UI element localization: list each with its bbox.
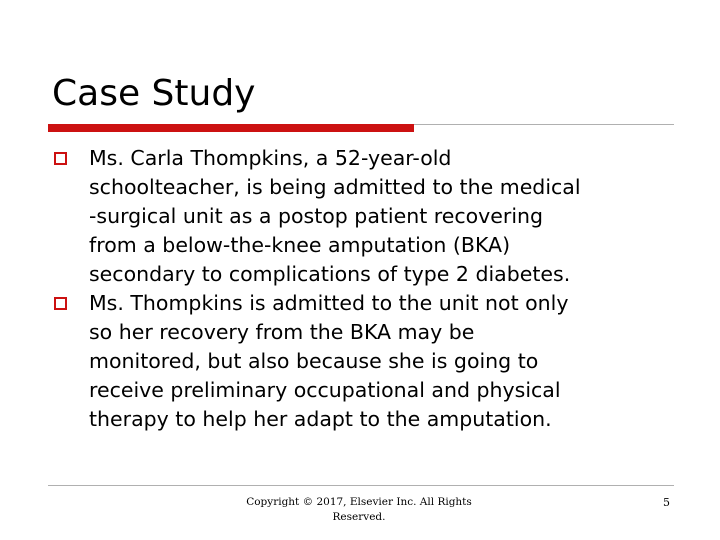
bullet-item — [52, 144, 682, 289]
bullet-text-line: receive preliminary occupational and physical — [89, 378, 561, 402]
bullet-text-line: so her recovery from the BKA may be — [89, 320, 475, 344]
copyright-line: Reserved. — [332, 511, 386, 523]
bullet-text-line: therapy to help her adapt to the amputation. — [89, 407, 552, 431]
bullet-text-line: secondary to complications of type 2 diabetes. — [89, 262, 571, 286]
slide-title: Case Study — [52, 73, 256, 114]
square-bullet-icon — [54, 297, 67, 310]
copyright-line: Copyright © 2017, Elsevier Inc. All Rights — [246, 496, 472, 508]
title-accent-bar — [48, 124, 414, 132]
bullet-text-line: -surgical unit as a postop patient recovering — [89, 204, 544, 228]
square-bullet-icon — [54, 152, 67, 165]
title-divider-line — [414, 124, 674, 125]
page-number: 5 — [663, 496, 670, 509]
bullet-text-line: monitored, but also because she is going to — [89, 349, 539, 373]
bullet-item — [52, 289, 682, 434]
bullet-text-line: from a below-the-knee amputation (BKA) — [89, 233, 511, 257]
bullet-list — [52, 144, 682, 434]
bullet-text-line: schoolteacher, is being admitted to the medical — [89, 175, 581, 199]
copyright-notice — [238, 495, 480, 525]
bullet-text-line: Ms. Carla Thompkins, a 52-year-old — [89, 146, 452, 170]
bullet-text-line: Ms. Thompkins is admitted to the unit not only — [89, 291, 569, 315]
footer-divider-line — [48, 485, 674, 486]
